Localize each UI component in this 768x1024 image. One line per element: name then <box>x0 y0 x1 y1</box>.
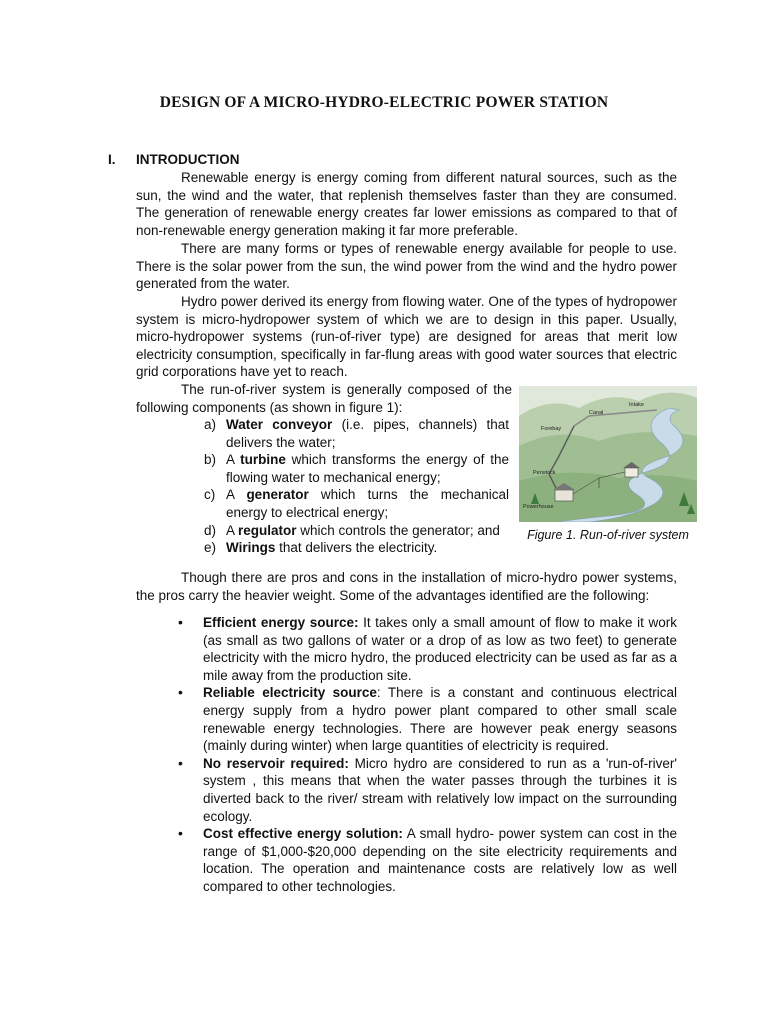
item-text: Micro hydro are considered to run as a 'run-of-river' system , this means that when the water passes through the turbines it is diverted back to the river/ stream with relatively low impact on the surrounding ecology. <box>203 755 677 824</box>
item-term: generator <box>246 487 309 503</box>
item-term: Efficient energy source: <box>203 615 359 630</box>
item-lead: A <box>226 487 247 503</box>
powerhouse-building <box>555 490 573 501</box>
item-term: Reliable electricity source <box>203 685 377 701</box>
paragraph-hydro-power: Hydro power derived its energy from flowing water. One of the types of hydropower system is micro-hydropower system of which we are to design in this paper. Usually, micro-hydropower systems (run-of-river type) are designed for areas that merit low electricity consumption, specifically in far-flung areas with good water sources that electric grid corporations have yet to reach. <box>136 294 677 380</box>
list-item <box>178 755 677 825</box>
section-number: I. <box>108 152 116 167</box>
figure-label-forebay: Forebay <box>541 426 562 432</box>
item-text: A small hydro- power system can cost in the range of $1,000-$20,000 depending on the site electricity requirements and location. The operation and maintenance costs are relatively low as well compared to other technologies. <box>203 826 677 894</box>
item-term: Water conveyor <box>226 417 333 432</box>
paragraph-renewable-energy: Renewable energy is energy coming from different natural sources, such as the sun, the wind and the water, that replenish themselves faster than they are consumed. The generation of renewable energy creates far lower emissions as compared to that of non-renewable energy generation making it far more preferable. <box>136 170 677 238</box>
item-term: regulator <box>238 522 297 538</box>
figure-label-intake: Intake <box>629 402 644 408</box>
figure-label-penstock: Penstock <box>533 470 556 476</box>
figure-label-powerhouse: Powerhouse <box>523 504 554 510</box>
list-letter: c) <box>204 487 216 503</box>
item-text: : There is a constant and continuous electrical energy supply from a hydro power plant compared to other small scale renewable energy technologies. There are however peak energy seasons (mainly during winter) when large quantities of electricity is required. <box>203 685 677 754</box>
page-title: DESIGN OF A MICRO-HYDRO-ELECTRIC POWER STATION <box>159 94 609 111</box>
item-text: (i.e. pipes, channels) that delivers the water; <box>226 417 509 450</box>
item-term: Cost effective energy solution: <box>203 826 403 842</box>
list-letter: a) <box>204 417 217 432</box>
item-lead: A <box>226 452 241 468</box>
bullet-icon: • <box>178 754 183 771</box>
hills-front <box>519 473 697 522</box>
item-text: that delivers the electricity. <box>275 540 438 556</box>
figure-caption: Figure 1. Run-of-river system <box>527 528 689 542</box>
advantages-list <box>178 614 677 896</box>
bullet-icon: • <box>178 684 183 701</box>
list-letter: b) <box>204 452 217 468</box>
list-item <box>178 825 677 895</box>
list-letter: d) <box>204 522 217 538</box>
figure-label-canal: Canal <box>589 410 604 416</box>
list-letter: e) <box>204 540 217 556</box>
paragraph-run-of-river-intro: The run-of-river system is generally composed of the following components (as shown in figure 1): <box>136 382 512 415</box>
item-text: It takes only a small amount of flow to make it work (as small as two gallons of water or a drop of as low as two feet) to generate electricity with the micro hydro, the produced electricity can be used as far as a mile away from the production site. <box>203 615 677 683</box>
list-item <box>204 451 509 486</box>
item-lead: A <box>226 522 239 538</box>
list-item <box>204 486 509 521</box>
list-item <box>178 614 677 684</box>
list-item <box>178 684 677 754</box>
list-item <box>204 539 509 557</box>
item-term: turbine <box>240 452 286 468</box>
house-building <box>625 468 638 477</box>
item-term: No reservoir required: <box>203 755 349 771</box>
item-text: which transforms the energy of the flowing water to mechanical energy; <box>226 452 510 485</box>
paragraph-forms-of-energy: There are many forms or types of renewable energy available for people to use. There is the solar power from the sun, the wind power from the wind and the hydro power generated from the water. <box>136 241 677 292</box>
paragraph-pros-intro: Though there are pros and cons in the installation of micro-hydro power systems, the pros carry the heavier weight. Some of the advantages identified are the following: <box>136 570 677 603</box>
components-list <box>204 416 509 557</box>
list-item <box>204 522 509 540</box>
bullet-icon: • <box>178 825 183 842</box>
section-title: INTRODUCTION <box>136 152 240 167</box>
item-term: Wirings <box>226 540 276 556</box>
item-text: which controls the generator; and <box>296 522 500 538</box>
list-item <box>204 416 509 451</box>
item-text: which turns the mechanical energy to electrical energy; <box>226 487 509 520</box>
bullet-icon: • <box>178 614 183 630</box>
run-of-river-figure <box>519 386 697 522</box>
